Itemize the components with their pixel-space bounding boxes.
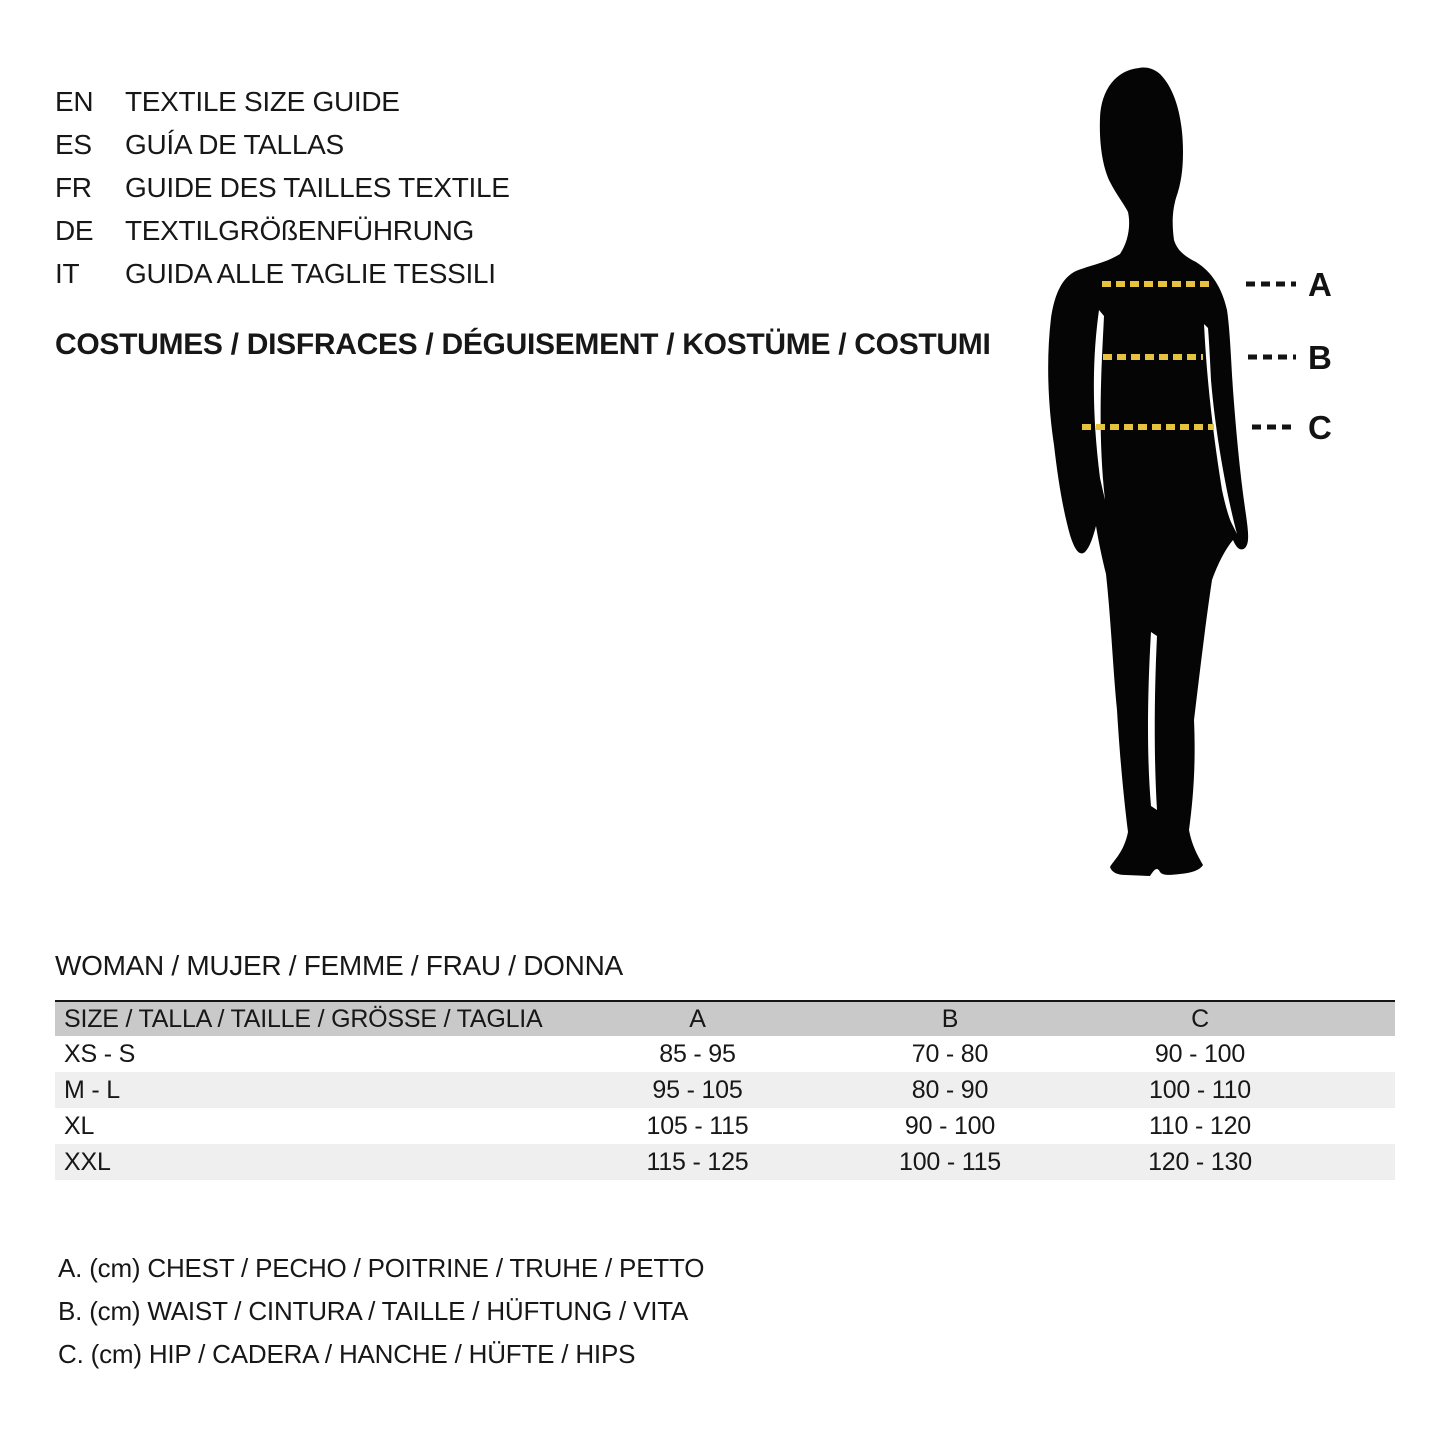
lang-row-de — [55, 209, 510, 252]
woman-body-shape — [1048, 68, 1248, 876]
lang-code: ES — [55, 128, 92, 160]
measure-label-b: B — [1308, 339, 1332, 376]
lang-row-it — [55, 252, 510, 295]
measurement-legend — [58, 1247, 704, 1376]
table-row — [55, 1072, 1395, 1108]
header-size-col: SIZE / TALLA / TAILLE / GRÖSSE / TAGLIA — [64, 1004, 543, 1033]
lang-code: FR — [55, 171, 92, 203]
lang-label: TEXTILGRÖßENFÜHRUNG — [125, 214, 474, 246]
row-size: XXL — [64, 1147, 111, 1176]
header-col-c: C — [1191, 1004, 1209, 1033]
lang-row-es — [55, 123, 510, 166]
silhouette-svg — [1000, 60, 1445, 900]
row-a: 85 - 95 — [659, 1039, 736, 1068]
language-guide-list — [55, 80, 510, 295]
row-a: 115 - 125 — [646, 1147, 749, 1176]
row-c: 90 - 100 — [1154, 1039, 1246, 1068]
row-c: 110 - 120 — [1149, 1111, 1251, 1140]
row-size: M - L — [64, 1075, 120, 1104]
row-size: XL — [64, 1111, 95, 1140]
table-row — [55, 1036, 1395, 1072]
category-title: COSTUMES / DISFRACES / DÉGUISEMENT / KOSTÜME / COSTUMI — [55, 328, 991, 361]
row-b: 90 - 100 — [904, 1111, 996, 1140]
measure-label-c: C — [1308, 409, 1332, 446]
lang-row-en — [55, 80, 510, 123]
table-row — [55, 1108, 1395, 1144]
size-table — [55, 1000, 1395, 1180]
lang-row-fr — [55, 166, 510, 209]
row-b: 70 - 80 — [911, 1039, 989, 1068]
lang-label: GUÍA DE TALLAS — [125, 128, 344, 160]
measure-label-a: A — [1308, 266, 1332, 303]
lang-code: EN — [55, 85, 94, 117]
row-b: 80 - 90 — [911, 1075, 989, 1104]
header-col-b: B — [941, 1004, 959, 1033]
row-size: XS - S — [64, 1039, 136, 1068]
woman-silhouette-figure — [1000, 60, 1445, 900]
lang-label: GUIDE DES TAILLES TEXTILE — [125, 171, 510, 203]
legend-item-waist: B. (cm) WAIST / CINTURA / TAILLE / HÜFTUNG / VITA — [58, 1296, 689, 1326]
legend-item-hip: C. (cm) HIP / CADERA / HANCHE / HÜFTE / HIPS — [58, 1339, 636, 1369]
row-a: 95 - 105 — [652, 1075, 743, 1104]
row-c: 100 - 110 — [1149, 1075, 1251, 1104]
table-row — [55, 1144, 1395, 1180]
lang-code: DE — [55, 214, 94, 246]
section-title: WOMAN / MUJER / FEMME / FRAU / DONNA — [55, 950, 623, 981]
size-table-header — [55, 1000, 1395, 1036]
header-col-a: A — [689, 1004, 706, 1033]
lang-label: GUIDA ALLE TAGLIE TESSILI — [125, 257, 496, 289]
lang-code: IT — [55, 257, 80, 289]
lang-label: TEXTILE SIZE GUIDE — [125, 85, 400, 117]
row-c: 120 - 130 — [1148, 1147, 1252, 1176]
legend-item-chest: A. (cm) CHEST / PECHO / POITRINE / TRUHE / PETTO — [58, 1253, 705, 1283]
row-b: 100 - 115 — [899, 1147, 1001, 1176]
row-a: 105 - 115 — [646, 1111, 749, 1140]
